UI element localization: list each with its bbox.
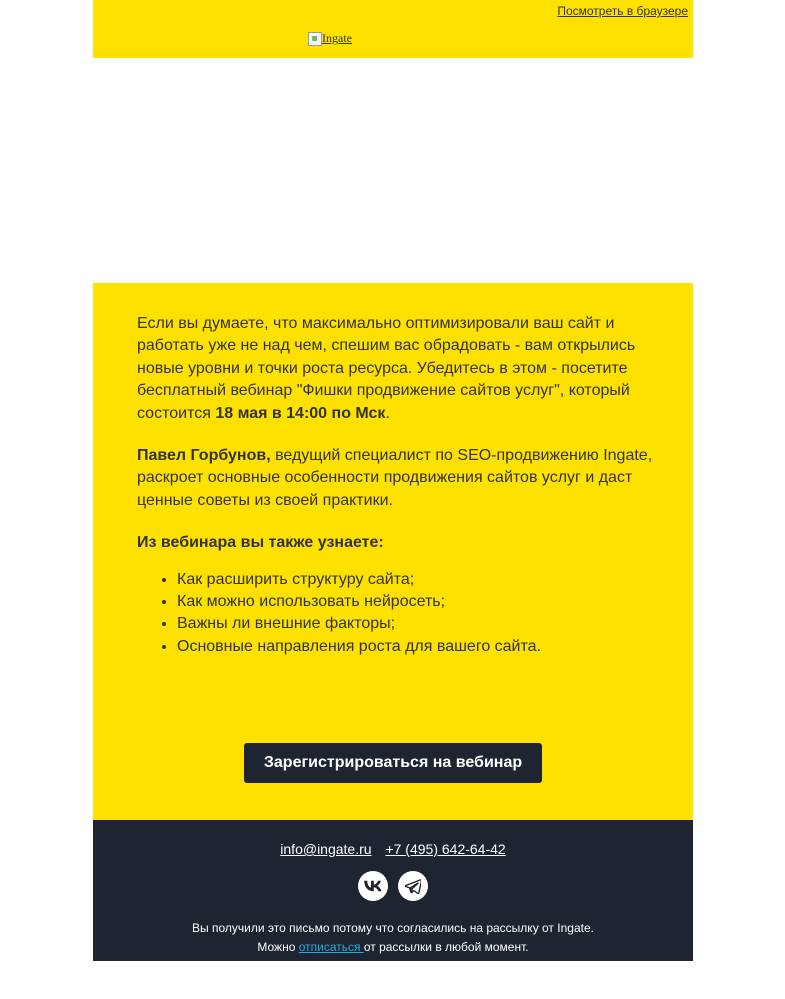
- list-item: • Как можно использовать нейросеть;: [177, 591, 657, 613]
- view-in-browser-link[interactable]: Посмотреть в браузере: [557, 4, 688, 18]
- broken-image-icon: [308, 32, 322, 46]
- telegram-icon[interactable]: [398, 871, 428, 901]
- disclaimer-prefix: Можно: [257, 940, 299, 954]
- email-link[interactable]: info@ingate.ru: [280, 841, 372, 857]
- list-item: • Важны ли внешние факторы;: [177, 613, 657, 635]
- footer: [93, 820, 693, 961]
- intro-text: Если вы думаете, что максимально оптимизировали ваш сайт и работать уже не над чем, спешим вас обрадовать - вам открылись новые уровни и точки роста ресурса. Убедитесь в этом - посетите бесплатный вебинар "Фишки продвижение сайтов услуг", который состоится: [137, 315, 636, 422]
- speaker-text: ведущий специалист по SEO-продвижению Ingate, раскроет основные особенности продвижения сайтов услуг и даст ценные советы из своей практики.: [137, 447, 653, 509]
- intro-paragraph: [137, 313, 657, 425]
- banner-image-area: [93, 58, 693, 283]
- email-container: [93, 0, 693, 961]
- disclaimer-suffix: от рассылки в любой момент.: [363, 940, 529, 954]
- vk-icon[interactable]: [358, 871, 388, 901]
- ingate-logo[interactable]: [308, 31, 352, 46]
- telegram-logo-svg: [405, 879, 421, 894]
- logo-alt-text: Ingate: [322, 31, 352, 45]
- list-heading: Из вебинара вы также узнаете:: [137, 534, 384, 552]
- disclaimer-line-2: [93, 938, 693, 957]
- social-links: [93, 871, 693, 901]
- header-bar: [93, 0, 693, 58]
- register-webinar-button[interactable]: Зарегистрироваться на вебинар: [244, 743, 542, 783]
- webinar-date: 18 мая в 14:00 по Мск: [215, 404, 386, 422]
- contacts: [93, 841, 693, 857]
- topics-list: [137, 569, 657, 659]
- phone-link[interactable]: +7 (495) 642-64-42: [385, 841, 506, 857]
- disclaimer: [93, 919, 693, 957]
- speaker-name: Павел Горбунов,: [137, 447, 271, 465]
- speaker-paragraph: [137, 445, 657, 512]
- disclaimer-line-1: Вы получили это письмо потому что согласились на рассылку от Ingate.: [192, 921, 594, 935]
- vk-logo-svg: [364, 880, 382, 892]
- list-item: • Как расширить структуру сайта;: [177, 569, 657, 591]
- main-content: [93, 283, 693, 820]
- intro-end: .: [385, 404, 390, 422]
- unsubscribe-link[interactable]: отписаться: [298, 940, 364, 954]
- list-item: • Основные направления роста для вашего сайта.: [177, 636, 657, 658]
